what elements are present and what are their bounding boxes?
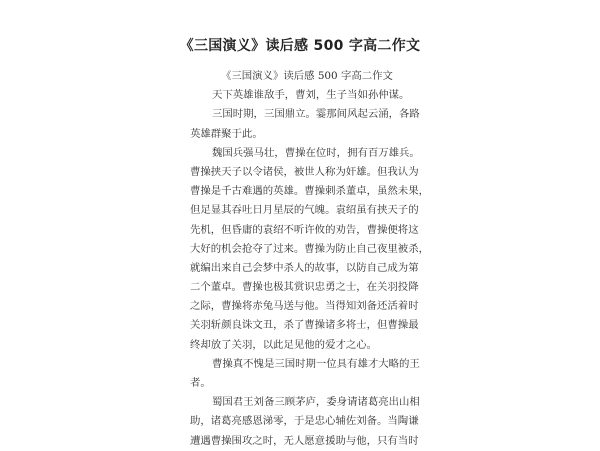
- article-line: 英雄群聚于此。: [190, 127, 263, 140]
- article-line: 遭遇曹操围攻之时，无人愿意援助与他，只有当时: [190, 434, 419, 447]
- article-line: 蜀国君王刘备三顾茅庐，委身请诸葛亮出山相: [212, 396, 420, 409]
- page-title: 《三国演义》读后感 500 字高二作文: [179, 38, 421, 54]
- article-subtitle: 《三国演义》读后感 500 字高二作文: [221, 70, 393, 82]
- article-line: 曹操是千古难遇的英雄。曹操刺杀董卓，虽然未果，: [190, 185, 429, 198]
- article-line: 之际，曹操将赤兔马送与他。当得知刘备还活着时: [190, 300, 419, 313]
- article-line: 天下英雄谁敌手，曹刘，生子当如孙仲谋。: [212, 89, 410, 102]
- article-line: 者。: [190, 377, 211, 389]
- article-body: [190, 67, 429, 451]
- article-line: 三国时期，三国鼎立。霎那间风起云涌，各路: [212, 108, 420, 121]
- article-line: 二个董卓。曹操也极其赏识忠勇之士，在关羽投降: [190, 281, 419, 294]
- article-line: 曹操真不愧是三国时期一位具有雄才大略的王: [212, 357, 420, 370]
- article-line: 关羽斩颜良诛文丑，杀了曹操诸多将士，但曹操最: [190, 319, 419, 332]
- article-line: 终却放了关羽，以此足见他的爱才之心。: [190, 338, 378, 351]
- article-line: 曹操挟天子以令诸侯，被世人称为奸雄。但我认为: [190, 165, 419, 178]
- article-line: 但足显其吞吐日月星辰的气魄。袁绍虽有挟天子的: [190, 204, 419, 217]
- article-line: 就编出来自己会梦中杀人的故事，以防自己成为第: [190, 261, 419, 274]
- article-line: 助，诸葛亮感恩涕零，于是忠心辅佐刘备。当陶谦: [190, 415, 419, 428]
- article-line: 先机，但昏庸的袁绍不听许攸的劝告，曹操便将这: [190, 223, 419, 236]
- article-line: 魏国兵强马壮，曹操在位时，拥有百万雄兵。: [212, 146, 420, 159]
- article-line: 大好的机会抢夺了过来。曹操为防止自己夜里被杀，: [190, 242, 429, 255]
